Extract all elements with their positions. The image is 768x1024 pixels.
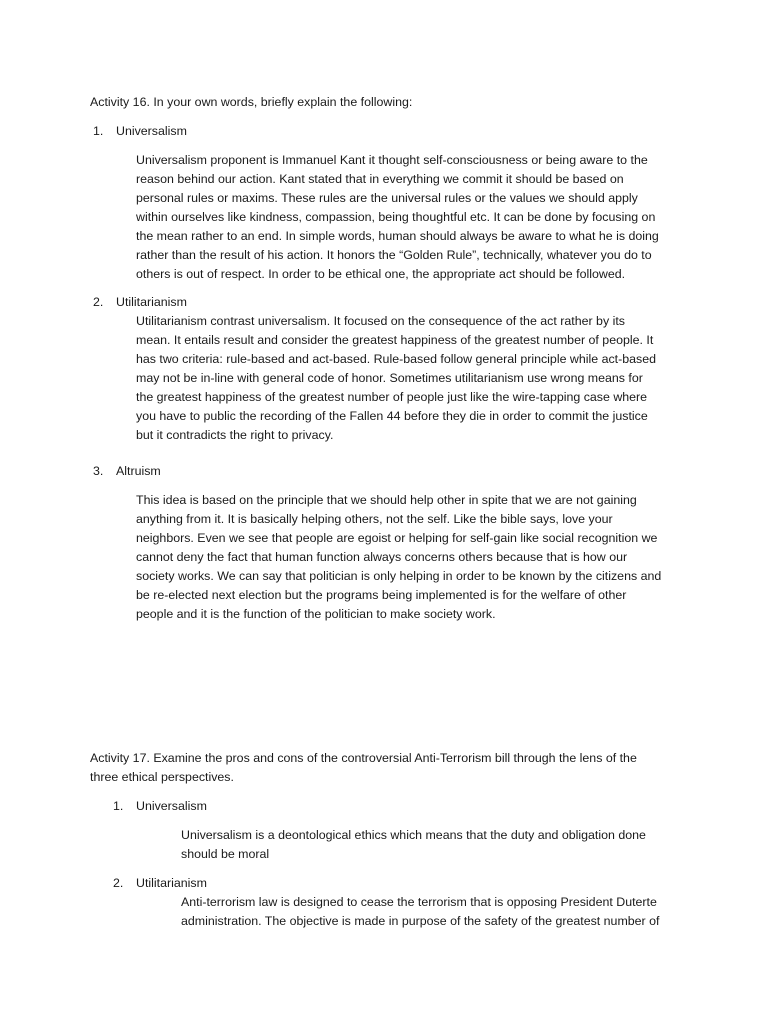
- paragraph-line: Universalism is a deontological ethics which means that the duty and obligation done: [181, 828, 646, 842]
- paragraph-line: within ourselves like kindness, compassion, being thoughtful etc. It can be done by focusing on: [136, 210, 656, 224]
- paragraph-line: reason behind our action. Kant stated that in everything we commit it should be based on: [136, 172, 624, 186]
- paragraph-line: Anti-terrorism law is designed to cease the terrorism that is opposing President Duterte: [181, 895, 657, 909]
- paragraph-line: may not be in-line with general code of honor. Sometimes utilitarianism use wrong means for: [136, 371, 643, 385]
- paragraph-line: you have to public the recording of the Fallen 44 before they die in order to commit the justice: [136, 409, 648, 423]
- paragraph-line: Universalism proponent is Immanuel Kant it thought self-consciousness or being aware to the: [136, 153, 648, 167]
- paragraph-line: society works. We can say that politician is only helping in order to be known by the citizens and: [136, 569, 662, 583]
- paragraph-line: This idea is based on the principle that we should help other in spite that we are not gaining: [136, 493, 637, 507]
- paragraph-line: others is out of respect. In order to be ethical one, the appropriate act should be followed.: [136, 267, 626, 281]
- list-number: 2.: [93, 295, 104, 309]
- section-title-universalism: Universalism: [136, 799, 207, 813]
- paragraph-line: anything from it. It is basically helping others, not the self. Like the bible says, love your: [136, 512, 613, 526]
- paragraph-line: the mean rather to an end. In simple words, human should always be aware to what he is doing: [136, 229, 659, 243]
- list-number: 1.: [113, 799, 124, 813]
- paragraph-line: but it contradicts the right to privacy.: [136, 428, 334, 442]
- list-number: 2.: [113, 876, 124, 890]
- paragraph-line: has two criteria: rule-based and act-based. Rule-based follow general principle while act-based: [136, 352, 657, 366]
- paragraph-line: rather than the result of his action. It honors the “Golden Rule”, technically, whatever you do to: [136, 248, 652, 262]
- activity-17-heading: Activity 17. Examine the pros and cons of the controversial Anti-Terrorism bill through the lens of the: [90, 751, 637, 765]
- section-title-universalism: Universalism: [116, 124, 187, 138]
- section-title-utilitarianism: Utilitarianism: [116, 295, 187, 309]
- list-number: 3.: [93, 464, 104, 478]
- paragraph-line: personal rules or maxims. These rules are the universal rules or the values we should apply: [136, 191, 638, 205]
- paragraph-line: Utilitarianism contrast universalism. It focused on the consequence of the act rather by its: [136, 314, 625, 328]
- paragraph-line: be re-elected next election but the programs being implemented is for the welfare of other: [136, 588, 627, 602]
- paragraph-line: neighbors. Even we see that people are egoist or helping for self-gain like social recognition we: [136, 531, 658, 545]
- paragraph-line: cannot deny the fact that human function always concerns others because that is how our: [136, 550, 628, 564]
- paragraph-line: the greatest happiness of the greatest number of people just like the wire-tapping case where: [136, 390, 648, 404]
- list-number: 1.: [93, 124, 104, 138]
- activity-16-heading: Activity 16. In your own words, briefly explain the following:: [90, 95, 413, 109]
- paragraph-line: should be moral: [181, 847, 270, 861]
- paragraph-line: people and it is the function of the politician to make society work.: [136, 607, 496, 621]
- section-title-altruism: Altruism: [116, 464, 161, 478]
- paragraph-line: mean. It entails result and consider the greatest happiness of the greatest number of people. It: [136, 333, 654, 347]
- paragraph-line: administration. The objective is made in purpose of the safety of the greatest number of: [181, 914, 660, 928]
- activity-17-heading-continued: three ethical perspectives.: [90, 770, 234, 784]
- section-title-utilitarianism: Utilitarianism: [136, 876, 207, 890]
